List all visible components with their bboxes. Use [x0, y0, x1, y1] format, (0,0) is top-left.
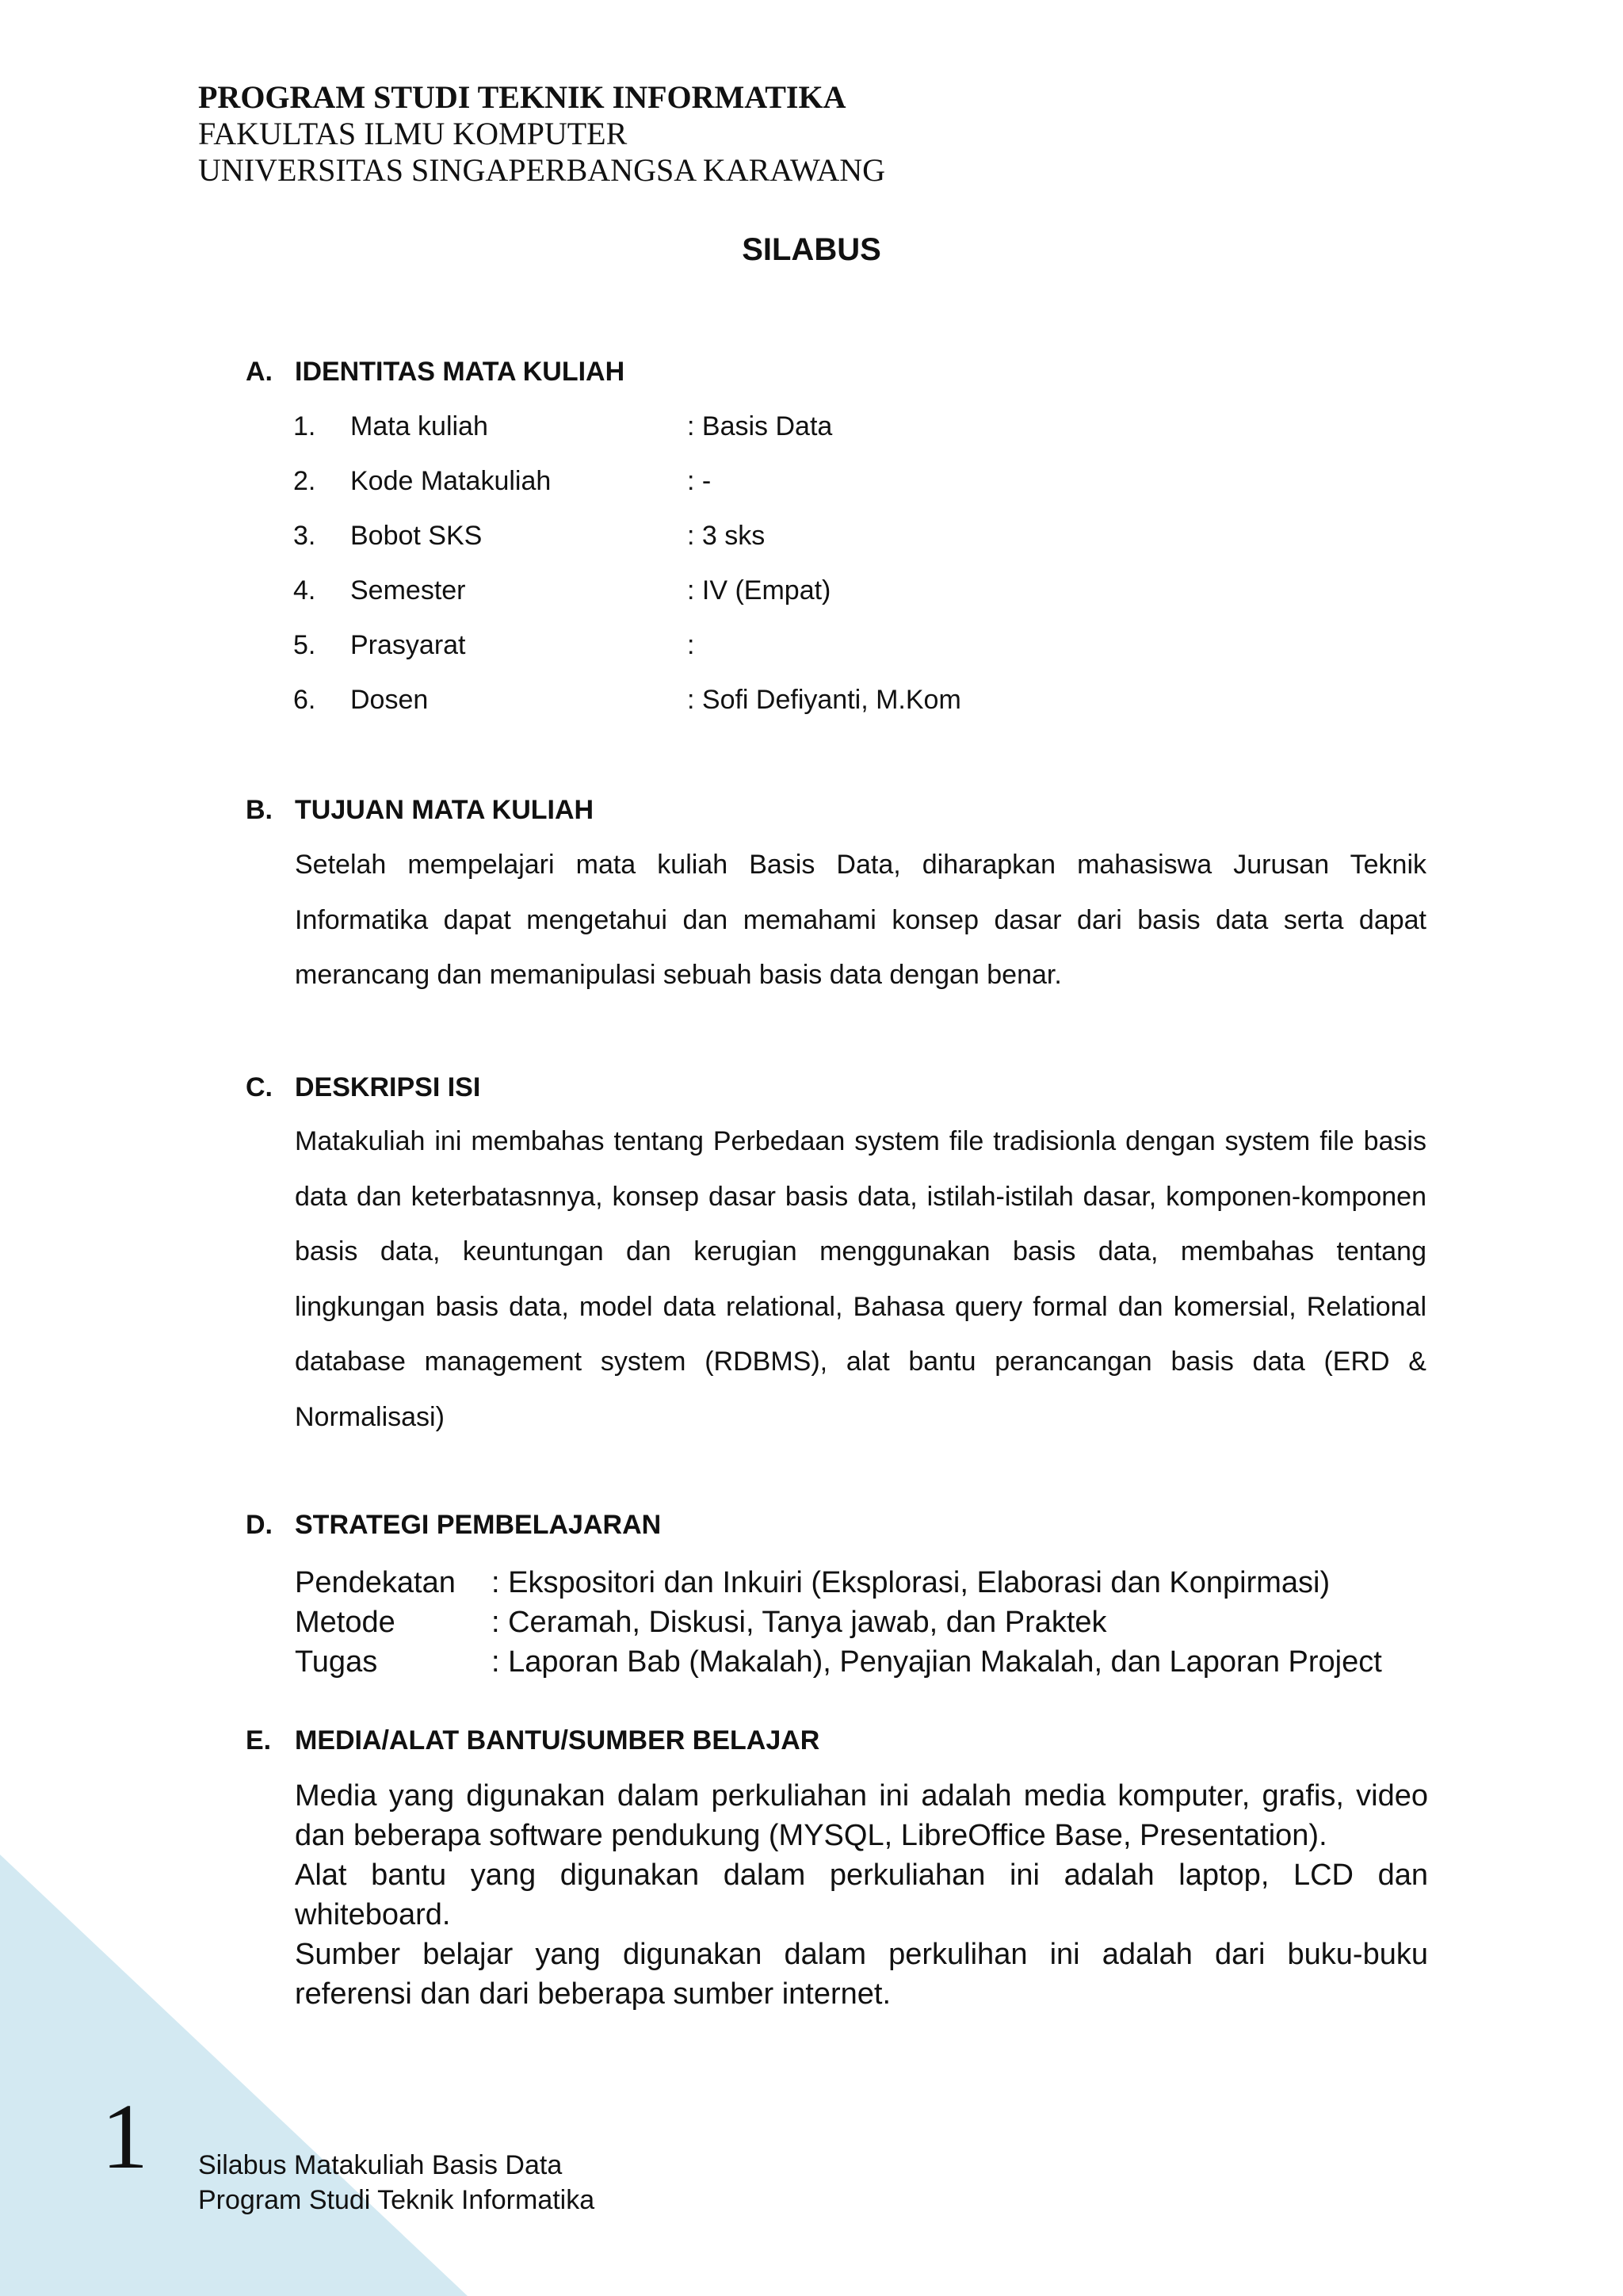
identity-label: Prasyarat — [350, 630, 466, 660]
section-d-letter: D. — [246, 1510, 273, 1540]
section-b-heading — [246, 794, 594, 826]
identity-label: Semester — [350, 575, 466, 606]
section-a-title: IDENTITAS MATA KULIAH — [295, 357, 625, 387]
header-university: UNIVERSITAS SINGAPERBANGSA KARAWANG — [198, 152, 885, 188]
strategy-key: Metode — [295, 1606, 395, 1639]
strategy-value: : Ekspositori dan Inkuiri (Eksplorasi, Elaborasi dan Konpirmasi) — [491, 1566, 1331, 1599]
identity-number: 5. — [293, 630, 316, 660]
section-b-title: TUJUAN MATA KULIAH — [295, 795, 594, 825]
identity-label: Kode Matakuliah — [350, 466, 552, 496]
strategy-value: : Ceramah, Diskusi, Tanya jawab, dan Praktek — [491, 1606, 1107, 1639]
sources-paragraph: Sumber belajar yang digunakan dalam perkulihan ini adalah dari buku-buku referensi dan dari beberapa sumber internet. — [295, 1938, 1428, 2011]
identity-number: 6. — [293, 685, 316, 715]
identity-label: Dosen — [350, 685, 429, 715]
section-d-title: STRATEGI PEMBELAJARAN — [295, 1510, 662, 1540]
section-c-letter: C. — [246, 1072, 273, 1102]
page-title: SILABUS — [742, 232, 881, 267]
identity-number: 4. — [293, 575, 316, 606]
identity-label: Bobot SKS — [350, 521, 483, 551]
strategy-value: : Laporan Bab (Makalah), Penyajian Makalah, dan Laporan Project — [491, 1645, 1382, 1679]
section-c-heading — [246, 1072, 480, 1103]
identity-number: 3. — [293, 521, 316, 551]
section-c-paragraph: Matakuliah ini membahas tentang Perbedaan system file tradisionla dengan system file basis data dan keterbatasnnya, konsep dasar basis data, istilah-istilah dasar, komponen-komponen basis data, keuntungan dan kerugian menggunakan basis data, membahas tentang lingkungan basis data, model data relational, Bahasa query formal dan komersial, Relational database management system (RDBMS), alat bantu perancangan basis data (ERD & Normalisasi) — [295, 1126, 1426, 1432]
section-e-title: MEDIA/ALAT BANTU/SUMBER BELAJAR — [295, 1725, 820, 1755]
media-paragraph: Media yang digunakan dalam perkuliahan ini adalah media komputer, grafis, video dan beberapa software pendukung (MYSQL, LibreOffice Base, Presentation). — [295, 1779, 1428, 1852]
page-footer — [198, 2148, 594, 2218]
identity-value: : - — [687, 466, 712, 496]
section-e-body — [295, 1776, 1428, 2014]
header-faculty: FAKULTAS ILMU KOMPUTER — [198, 116, 628, 151]
header-program: PROGRAM STUDI TEKNIK INFORMATIKA — [198, 79, 846, 115]
document-header — [198, 79, 885, 189]
footer-line-2: Program Studi Teknik Informatika — [198, 2185, 595, 2215]
section-a-letter: A. — [246, 357, 273, 387]
identity-value: : Basis Data — [687, 411, 833, 441]
page-number: 1 — [101, 2084, 148, 2188]
section-b-paragraph: Setelah mempelajari mata kuliah Basis Data, diharapkan mahasiswa Jurusan Teknik Informatika dapat mengetahui dan memahami konsep dasar dari basis data serta dapat merancang dan memanipulasi sebuah basis data dengan benar. — [295, 850, 1426, 990]
footer-line-1: Silabus Matakuliah Basis Data — [198, 2150, 563, 2180]
tools-paragraph: Alat bantu yang digunakan dalam perkuliahan ini adalah laptop, LCD dan whiteboard. — [295, 1859, 1428, 1931]
strategy-key: Tugas — [295, 1645, 378, 1679]
identity-number: 1. — [293, 411, 316, 441]
identity-value: : Sofi Defiyanti, M.Kom — [687, 685, 961, 715]
strategy-key: Pendekatan — [295, 1566, 456, 1599]
section-e-letter: E. — [246, 1725, 272, 1755]
identity-value: : 3 sks — [687, 521, 766, 551]
identity-value: : — [687, 630, 695, 660]
identity-value: : IV (Empat) — [687, 575, 831, 606]
section-a-heading — [246, 356, 624, 388]
section-b-letter: B. — [246, 795, 273, 825]
identity-label: Mata kuliah — [350, 411, 488, 441]
identity-number: 2. — [293, 466, 316, 496]
section-c-title: DESKRIPSI ISI — [295, 1072, 481, 1102]
section-d-heading — [246, 1509, 661, 1541]
section-e-heading — [246, 1725, 819, 1756]
